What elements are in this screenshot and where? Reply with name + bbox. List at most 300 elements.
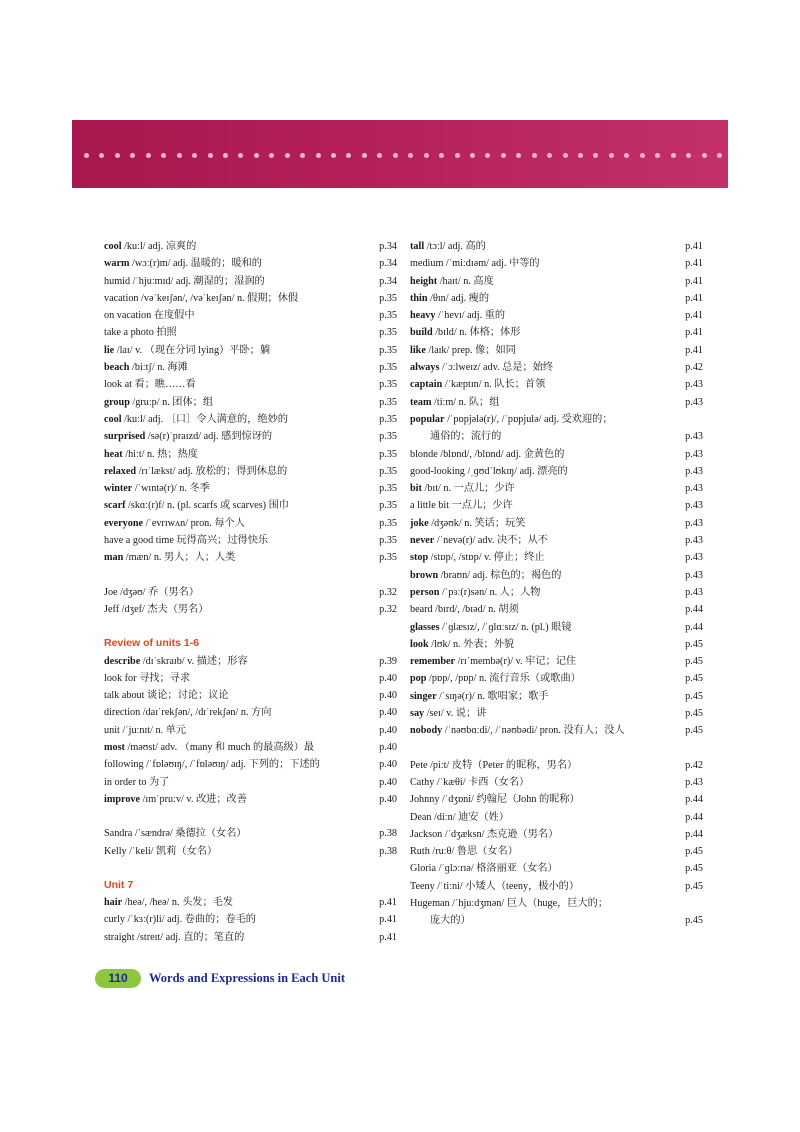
definition: take a photo 拍照 — [104, 327, 177, 339]
definition: /seɪ/ v. 说；讲 — [424, 708, 487, 720]
entry-text — [104, 480, 369, 497]
page-ref: p.44 — [685, 621, 703, 633]
page-footer — [95, 968, 345, 988]
definition: /stɒp/, /stɒp/ v. 停止；终止 — [428, 552, 545, 564]
headword: everyone — [104, 517, 144, 529]
page-ref: p.35 — [379, 431, 397, 443]
headword: captain — [410, 379, 443, 391]
entry-text — [104, 324, 369, 341]
vocab-entry — [104, 497, 397, 514]
banner-dot — [269, 153, 274, 158]
banner-dot — [470, 153, 475, 158]
vocab-entry — [104, 687, 397, 704]
spacer — [104, 808, 397, 825]
entry-text — [410, 878, 675, 895]
definition: /sə(r)ˈpraɪzd/ adj. 感到惊讶的 — [145, 431, 273, 443]
definition: /mæn/ n. 男人；人；人类 — [123, 552, 236, 564]
vocab-entry — [410, 273, 703, 290]
definition: good-looking /ˌɡʊdˈlʊkɪŋ/ adj. 漂亮的 — [410, 465, 568, 477]
page-ref: p.35 — [379, 500, 397, 512]
page-ref: p.43 — [685, 431, 703, 443]
banner-dot — [455, 153, 460, 158]
page-ref: p.35 — [379, 552, 397, 564]
definition: /tɔːl/ adj. 高的 — [424, 241, 486, 252]
page-ref: p.44 — [685, 794, 703, 806]
vocab-entry — [104, 704, 397, 721]
entry-text — [104, 359, 369, 376]
vocab-entry — [410, 843, 703, 860]
banner-dot — [424, 153, 429, 158]
vocab-entry — [104, 739, 397, 756]
entry-text — [410, 688, 675, 705]
vocab-entry — [104, 428, 397, 445]
banner-dot — [130, 153, 135, 158]
vocab-entry — [410, 290, 703, 307]
banner-dot — [223, 153, 228, 158]
vocab-entry — [410, 809, 703, 826]
vocab-entry — [104, 756, 397, 773]
banner-dot — [671, 153, 676, 158]
definition: humid /ˈhjuːmɪd/ adj. 潮湿的；湿润的 — [104, 275, 265, 287]
page-ref: p.40 — [379, 724, 397, 736]
page-ref: p.45 — [685, 690, 703, 702]
entry-text — [104, 532, 369, 549]
entry-text — [410, 532, 675, 549]
vocab-entry — [104, 549, 397, 566]
vocab-entry — [104, 394, 397, 411]
headword: describe — [104, 655, 141, 667]
page-ref: p.40 — [379, 672, 397, 684]
page-ref: p.41 — [685, 241, 703, 252]
vocab-entry-continued — [410, 428, 703, 445]
definition: /ˈɔːlweɪz/ adv. 总是；始终 — [439, 362, 554, 374]
vocab-entry — [410, 497, 703, 514]
page-ref: p.41 — [685, 344, 703, 356]
vocab-entry — [410, 394, 703, 411]
definition: /lʊk/ n. 外表；外貌 — [428, 638, 515, 650]
page-ref: p.38 — [379, 828, 397, 840]
definition: /tiːm/ n. 队；组 — [431, 396, 500, 408]
banner-dot — [563, 153, 568, 158]
entry-text — [104, 756, 369, 773]
definition: /rɪˈmembə(r)/ v. 牢记；记住 — [455, 656, 577, 668]
vocab-entry — [410, 636, 703, 653]
entry-text — [410, 307, 675, 324]
vocab-entry — [410, 376, 703, 393]
definition: /pɒp/, /pɒp/ n. 流行音乐（或歌曲） — [426, 673, 581, 685]
vocab-entry — [410, 895, 703, 912]
page-ref: p.43 — [685, 465, 703, 477]
page-ref: p.35 — [379, 327, 397, 339]
headword: always — [410, 362, 440, 374]
page-ref: p.38 — [379, 845, 397, 857]
definition: Gloria /ˈɡlɔːrɪə/ 格洛丽亚（女名） — [410, 863, 558, 875]
vocab-entry — [410, 446, 703, 463]
vocab-entry — [104, 515, 397, 532]
page-ref: p.39 — [379, 655, 397, 667]
spacer — [410, 740, 703, 757]
definition: /kuːl/ adj. 凉爽的 — [121, 241, 197, 252]
spacer — [104, 618, 397, 635]
entry-text — [410, 515, 675, 532]
entry-text — [410, 670, 675, 687]
headword: relaxed — [104, 465, 137, 477]
headword: thin — [410, 292, 428, 304]
definition: /wɔː(r)m/ adj. 温暖的；暖和的 — [129, 258, 262, 270]
vocab-entry — [104, 411, 397, 428]
vocab-entry — [410, 619, 703, 636]
entry-text — [410, 324, 675, 341]
entry-text — [104, 342, 369, 359]
banner-dot — [501, 153, 506, 158]
definition: /haɪt/ n. 高度 — [437, 275, 494, 287]
page-number: 110 — [95, 969, 141, 988]
headword: most — [104, 742, 125, 754]
definition: /ˈkæptɪn/ n. 队长；首领 — [442, 379, 546, 391]
vocab-entry — [410, 878, 703, 895]
vocab-entry — [410, 688, 703, 705]
page-ref: p.41 — [685, 292, 703, 304]
entry-text — [410, 809, 675, 826]
page-ref: p.40 — [379, 776, 397, 788]
page-ref: p.45 — [685, 708, 703, 720]
vocab-entry — [410, 238, 703, 255]
entry-text — [104, 238, 369, 255]
page-ref: p.44 — [685, 811, 703, 823]
headword: person — [410, 586, 440, 598]
vocab-entry — [410, 670, 703, 687]
page-ref: p.35 — [379, 535, 397, 547]
banner-dot — [362, 153, 367, 158]
vocab-entry — [410, 480, 703, 497]
headword: team — [410, 396, 432, 408]
definition: unit /ˈjuːnɪt/ n. 单元 — [104, 724, 187, 736]
entry-text — [410, 480, 675, 497]
page-ref: p.45 — [685, 638, 703, 650]
definition: /braʊn/ adj. 棕色的；褐色的 — [438, 569, 562, 581]
vocab-entry — [410, 584, 703, 601]
definition: curly /ˈkɜː(r)li/ adj. 卷曲的；卷毛的 — [104, 914, 256, 926]
vocab-entry — [410, 653, 703, 670]
page-ref: p.40 — [379, 759, 397, 771]
banner-dot — [115, 153, 120, 158]
page-ref: p.43 — [685, 569, 703, 581]
banner-dot — [146, 153, 151, 158]
page-ref: p.41 — [379, 914, 397, 926]
vocab-entry-continued — [410, 912, 703, 929]
entry-text — [410, 273, 675, 290]
page-ref: p.43 — [685, 396, 703, 408]
headword: remember — [410, 656, 456, 668]
headword: build — [410, 327, 433, 339]
banner-dot — [717, 153, 722, 158]
definition: /skɑː(r)f/ n. (pl. scarfs 或 scarves) 围巾 — [125, 500, 289, 512]
entry-text — [410, 774, 675, 791]
vocab-entry — [410, 549, 703, 566]
entry-text — [410, 463, 675, 480]
page-ref: p.43 — [685, 483, 703, 495]
definition: /məʊst/ adv. （many 和 much 的最高级）最 — [124, 742, 315, 754]
headword: cool — [104, 413, 122, 425]
footer-title: Words and Expressions in Each Unit — [149, 970, 346, 985]
vocab-entry — [104, 722, 397, 739]
vocab-entry — [410, 705, 703, 722]
page-ref: p.35 — [379, 413, 397, 425]
page-ref: p.40 — [379, 690, 397, 702]
entry-text — [410, 705, 675, 722]
entry-text — [410, 290, 675, 307]
page-ref: p.43 — [685, 552, 703, 564]
vocab-entry — [410, 722, 703, 739]
page-ref: p.43 — [685, 776, 703, 788]
entry-text — [410, 359, 675, 376]
banner-dot — [192, 153, 197, 158]
vocab-entry — [410, 791, 703, 808]
definition: /hiːt/ n. 热；热度 — [122, 448, 198, 460]
page-ref: p.43 — [685, 517, 703, 529]
page-ref: p.34 — [379, 258, 397, 270]
headword: never — [410, 535, 435, 547]
vocab-entry — [104, 324, 397, 341]
vocab-entry — [410, 601, 703, 618]
page-ref: p.40 — [379, 707, 397, 719]
vocab-entry — [410, 860, 703, 877]
entry-text — [104, 411, 369, 428]
definition: following /ˈfɒləʊɪŋ/, /ˈfɒləʊɪŋ/ adj. 下列的；下述的 — [104, 759, 320, 771]
definition: Cathy /ˈkæθi/ 卡西（女名） — [410, 776, 530, 788]
entry-text — [104, 911, 369, 928]
entry-text — [104, 497, 369, 514]
headword: cool — [104, 241, 122, 252]
entry-text — [104, 428, 369, 445]
definition: Teeny /ˈtiːni/ 小矮人（teeny，极小的） — [410, 880, 580, 892]
entry-text — [410, 791, 675, 808]
banner-dot — [84, 153, 89, 158]
banner-dot — [485, 153, 490, 158]
entry-text — [410, 376, 675, 393]
headword: hair — [104, 897, 123, 909]
page-ref: p.43 — [685, 535, 703, 547]
definition: Hugeman /ˈhjuːdʒmən/ 巨人（huge，巨大的； — [410, 897, 609, 909]
banner-dot — [516, 153, 521, 158]
banner-dot — [316, 153, 321, 158]
vocab-entry — [410, 359, 703, 376]
vocab-entry — [410, 411, 703, 428]
page-ref: p.35 — [379, 483, 397, 495]
headword: bit — [410, 483, 422, 495]
headword: say — [410, 708, 425, 720]
headword: man — [104, 552, 124, 564]
banner-dot — [532, 153, 537, 158]
page-ref: p.34 — [379, 275, 397, 287]
page-ref: p.45 — [685, 725, 703, 737]
page-ref: p.45 — [685, 656, 703, 668]
definition: /laɪ/ v. （现在分词 lying）平卧；躺 — [114, 344, 271, 356]
page-ref: p.41 — [685, 310, 703, 322]
vocab-entry — [104, 532, 397, 549]
headword: heat — [104, 448, 123, 460]
banner-dot — [578, 153, 583, 158]
definition: /heə/, /heə/ n. 头发；毛发 — [122, 897, 234, 909]
definition: medium /ˈmiːdɪəm/ adj. 中等的 — [410, 258, 540, 270]
page-ref: p.35 — [379, 396, 397, 408]
banner-dot — [439, 153, 444, 158]
page-ref: p.45 — [685, 880, 703, 892]
entry-text — [104, 929, 369, 946]
vocab-entry — [104, 601, 397, 618]
page-ref: p.42 — [685, 759, 703, 771]
definition: Joe /dʒəʊ/ 乔（男名） — [104, 586, 199, 598]
definition: on vacation 在度假中 — [104, 310, 195, 322]
entry-text — [104, 255, 369, 272]
entry-text — [410, 636, 675, 653]
vocab-entry — [410, 532, 703, 549]
vocab-entry — [410, 774, 703, 791]
entry-text — [410, 757, 675, 774]
vocab-entry — [410, 255, 703, 272]
entry-text — [410, 567, 675, 584]
header-banner — [72, 120, 728, 188]
entry-text — [410, 601, 675, 618]
page-ref: p.41 — [685, 258, 703, 270]
spacer — [104, 567, 397, 584]
vocab-entry — [104, 463, 397, 480]
banner-dot — [655, 153, 660, 158]
banner-dot — [285, 153, 290, 158]
page-ref: p.35 — [379, 448, 397, 460]
banner-dot — [346, 153, 351, 158]
definition: /ˈpɒpjələ(r)/, /ˈpɒpjulə/ adj. 受欢迎的； — [444, 413, 613, 425]
page-ref: p.32 — [379, 603, 397, 615]
entry-text — [104, 290, 369, 307]
vocab-entry — [104, 911, 397, 928]
definition: /ˈpɜː(r)sən/ n. 人；人物 — [439, 586, 541, 598]
banner-dot — [300, 153, 305, 158]
page-ref: p.40 — [379, 742, 397, 754]
headword: lie — [104, 344, 115, 356]
page-ref: p.44 — [685, 828, 703, 840]
entry-text — [410, 843, 675, 860]
banner-dot — [593, 153, 598, 158]
vocab-entry — [104, 791, 397, 808]
vocab-entry — [104, 273, 397, 290]
headword: brown — [410, 569, 439, 581]
headword: glasses — [410, 621, 440, 633]
page-ref: p.44 — [685, 604, 703, 616]
vocab-entry — [410, 826, 703, 843]
headword: stop — [410, 552, 429, 564]
entry-text — [104, 774, 369, 791]
page-ref: p.45 — [685, 846, 703, 858]
entry-text — [410, 826, 675, 843]
headword: winter — [104, 483, 133, 495]
headword: popular — [410, 413, 445, 425]
banner-dot — [393, 153, 398, 158]
banner-dot — [331, 153, 336, 158]
page-ref: p.41 — [685, 327, 703, 339]
headword: pop — [410, 673, 427, 685]
entry-text — [104, 739, 369, 756]
entry-text — [410, 342, 675, 359]
entry-text — [104, 843, 369, 860]
page-ref: p.43 — [685, 500, 703, 512]
vocab-entry — [104, 825, 397, 842]
entry-text — [410, 653, 675, 670]
headword: nobody — [410, 725, 443, 737]
page-ref: p.34 — [379, 241, 397, 252]
entry-text — [104, 704, 369, 721]
entry-text — [104, 791, 369, 808]
definition: /θɪn/ adj. 瘦的 — [427, 292, 490, 304]
banner-dot — [177, 153, 182, 158]
page-ref: p.35 — [379, 310, 397, 322]
entry-text — [104, 601, 369, 618]
right-column — [410, 238, 703, 930]
headword: height — [410, 275, 438, 287]
dot-row — [84, 153, 722, 159]
vocab-entry — [104, 376, 397, 393]
entry-text — [104, 894, 369, 911]
entry-text — [104, 549, 369, 566]
vocab-entry — [104, 307, 397, 324]
entry-text — [410, 411, 675, 428]
vocab-entry — [104, 894, 397, 911]
page-ref: p.41 — [379, 931, 397, 943]
banner-dot — [686, 153, 691, 158]
definition: Kelly /ˈkeli/ 凯莉（女名） — [104, 845, 218, 857]
vocab-entry — [104, 255, 397, 272]
page-ref: p.35 — [379, 362, 397, 374]
definition: Dean /diːn/ 迪安（姓） — [410, 811, 510, 823]
headword: singer — [410, 690, 437, 702]
definition: talk about 谈论；讨论；议论 — [104, 690, 229, 702]
entry-text — [104, 687, 369, 704]
page-ref: p.35 — [379, 292, 397, 304]
definition: Pete /piːt/ 皮特（Peter 的昵称，男名） — [410, 759, 578, 771]
page-ref: p.32 — [379, 586, 397, 598]
definition: /rɪˈlækst/ adj. 放松的；得到休息的 — [136, 465, 288, 477]
definition: /dɪˈskraɪb/ v. 描述；形容 — [140, 655, 248, 667]
definition: blonde /blɒnd/, /blɒnd/ adj. 金黄色的 — [410, 448, 565, 460]
definition: /ˈsɪŋə(r)/ n. 歌唱家；歌手 — [436, 690, 549, 702]
definition: Jeff /dʒef/ 杰夫（男名） — [104, 603, 209, 615]
vocab-entry — [104, 929, 397, 946]
entry-text — [410, 255, 675, 272]
vocab-entry — [410, 515, 703, 532]
banner-dot — [238, 153, 243, 158]
page-ref: p.35 — [379, 379, 397, 391]
page-ref: p.41 — [379, 897, 397, 909]
definition: direction /daɪˈrekʃən/, /dɪˈrekʃən/ n. 方向 — [104, 707, 272, 719]
entry-text — [104, 670, 369, 687]
definition: in order to 为了 — [104, 776, 170, 788]
definition: beard /bɪrd/, /bɪəd/ n. 胡须 — [410, 604, 519, 616]
page-ref: p.43 — [685, 448, 703, 460]
vocab-entry — [104, 670, 397, 687]
entry-text — [410, 619, 675, 636]
definition: /ˈɡlæsɪz/, /ˈɡlɑːsɪz/ n. (pl.) 眼镜 — [439, 621, 572, 633]
banner-dot — [609, 153, 614, 158]
vocab-entry — [104, 653, 397, 670]
vocab-entry — [104, 843, 397, 860]
entry-text — [410, 394, 675, 411]
banner-dot — [702, 153, 707, 158]
definition: /bɪt/ n. 一点儿；少许 — [421, 483, 515, 495]
page-ref: p.43 — [685, 586, 703, 598]
headword: look — [410, 638, 429, 650]
banner-dot — [161, 153, 166, 158]
entry-text — [410, 722, 675, 739]
